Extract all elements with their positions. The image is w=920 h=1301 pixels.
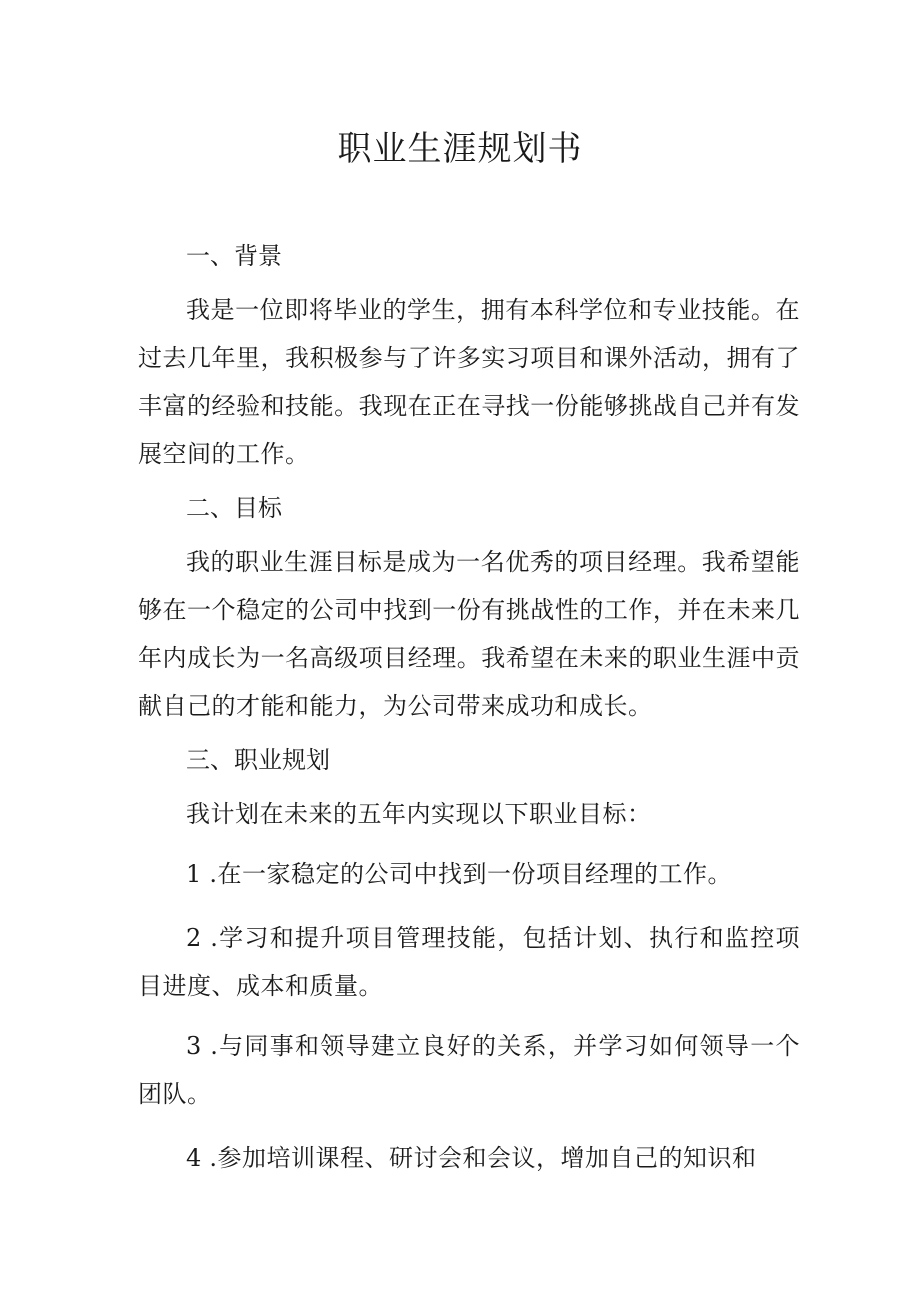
background-paragraph: 我是一位即将毕业的学生，拥有本科学位和专业技能。在过去几年里，我积极参与了许多实习项目和课外活动，拥有了丰富的经验和技能。我现在正在寻找一份能够挑战自己并有发展空间的工作。 xyxy=(138,296,800,468)
goal-paragraph: 我的职业生涯目标是成为一名优秀的项目经理。我希望能够在一个稳定的公司中找到一份有挑战性的工作，并在未来几年内成长为一名高级项目经理。我希望在未来的职业生涯中贡献自己的才能和能力，为公司带来成功和成长。 xyxy=(138,548,800,720)
plan-item-2 xyxy=(138,914,800,1010)
section-heading-goal: 二、目标 xyxy=(186,494,282,522)
plan-item-1 xyxy=(138,850,800,898)
plan-item-number: 4 xyxy=(186,1144,202,1172)
document-body xyxy=(138,232,800,1182)
plan-item-number: 1 xyxy=(186,860,202,888)
plan-item-4 xyxy=(138,1134,800,1182)
plan-item-text: .参加培训课程、研讨会和会议，增加自己的知识和 xyxy=(209,1144,757,1172)
plan-item-text: .在一家稳定的公司中找到一份项目经理的工作。 xyxy=(209,860,733,888)
section-heading-plan: 三、职业规划 xyxy=(186,746,330,774)
plan-item-number: 2 xyxy=(186,924,202,952)
section-heading-background: 一、背景 xyxy=(186,242,282,270)
document-title: 职业生涯规划书 xyxy=(337,129,583,169)
plan-item-text: .与同事和领导建立良好的关系，并学习如何领导一个团队。 xyxy=(138,1032,800,1108)
plan-item-3 xyxy=(138,1022,800,1118)
plan-item-text: .学习和提升项目管理技能，包括计划、执行和监控项目进度、成本和质量。 xyxy=(138,924,800,1000)
plan-intro: 我计划在未来的五年内实现以下职业目标： xyxy=(186,800,652,828)
plan-item-number: 3 xyxy=(186,1032,202,1060)
